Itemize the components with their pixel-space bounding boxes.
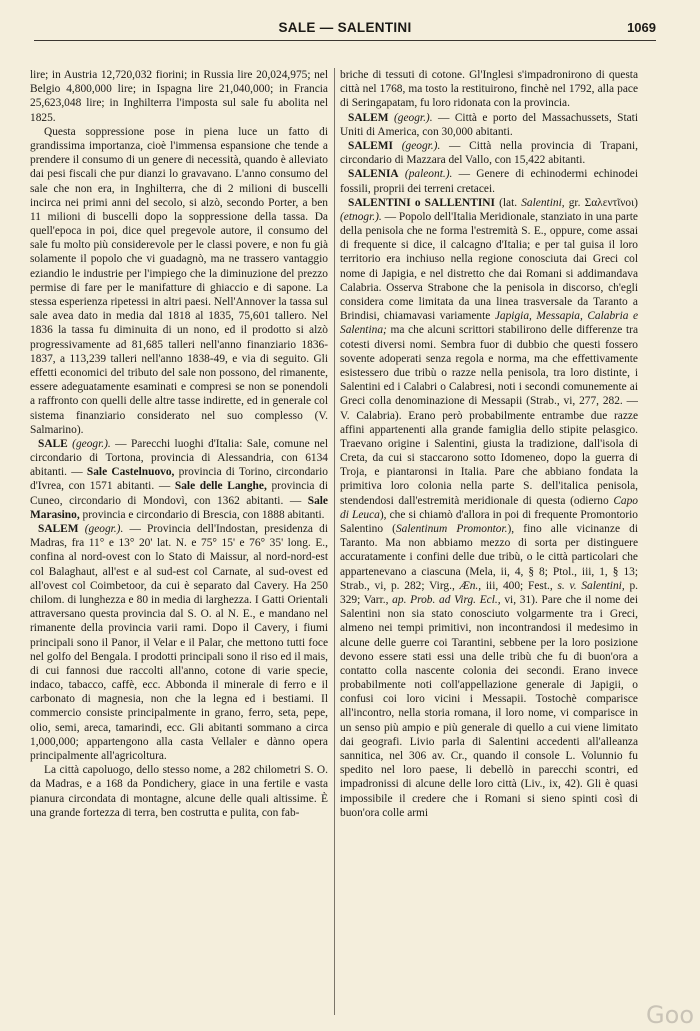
entry-salentini bbox=[340, 196, 638, 820]
entry-tag: (paleont.). bbox=[404, 168, 453, 181]
entry-text: — Città nella provincia di Trapani, circondario di Mazzara del Vallo, con 15,422 abitanti. bbox=[340, 139, 638, 167]
entry-tag: (geogr.). bbox=[84, 523, 124, 535]
entry-text: — Genere di echinodermi echinodei fossili, proprii dei terreni cretacei. bbox=[340, 168, 638, 195]
entry-text: provincia e circondario di Brescia, con 1888 abitanti. bbox=[79, 508, 325, 521]
entry-text: — Parecchi luoghi d'Italia: Sale, comune nel circondario di Tortona, provincia di Alessandria, con 6134 abitanti. — bbox=[30, 437, 328, 479]
running-title: SALE — SALENTINI bbox=[278, 20, 412, 35]
page-number: 1069 bbox=[627, 20, 656, 35]
entry-italic: Salentinum Promontor. bbox=[395, 523, 508, 535]
entry-salemi bbox=[340, 139, 638, 167]
watermark: Goo bbox=[646, 1001, 694, 1029]
entry-tag: (geogr.). bbox=[72, 437, 111, 450]
entry-term: SALEM bbox=[38, 523, 79, 535]
entry-term: SALE bbox=[38, 437, 68, 450]
entry-text: provincia di Cuneo, circondario di Mondovì, con 1362 abitanti. — bbox=[30, 480, 328, 507]
entry-text: p. 329; Varr., bbox=[340, 579, 638, 606]
entry-text: — Popolo dell'Italia Meridionale, stanziato in una parte della penisola che ne forma l'estremità S. E., oppure, come assai di frequente si dice, il calcagno d'Italia; e per tal guisa il loro territorio era inchiuso nella regione conosciuta dai Greci col nome di Japigia, e nel distretto che dai Romani si addimandava Calabria. Osserva Strabone che la penisola in discorso, ch'egli considera come limitata da una linea trasversale da Taranto a Brindisi, chiamavasi variamente bbox=[340, 210, 638, 323]
right-column bbox=[340, 68, 638, 1015]
entry-text: — Provincia dell'Indostan, presidenza di Madras, fra 11° e 13° 20' lat. N. e 75° 15' e 76° 35' long. E., confina al nord-ovest con lo Stato di Maissur, al nord-nord-est col Balaghaut, all'est e al sud-est col Carnate, al sud-ovest ed all'ovest col Coimbetoor, da cui è separato dal Cavery. Ha 250 chilom. di lunghezza e 80 in media di larghezza. I Gatti Orientali attraversano questa provincia dal S. O. al N. E., e mandano nel rimanente della provincia varii rami. Dopo il Cavery, i fiumi principali sono il Panor, il Velar e il Palar, che mettono tutti foce nel golfo del Bengala. I prodotti principali sono il riso ed il mais, di cui fannosi due raccolti all'anno, cotone di varie specie, indaco, tabacco, caffè, ecc. Abbonda il minerale di ferro e il carbonato di magnesia, non che la legna ed i bestiami. Il commercio consiste principalmente in grano, ferro, seta, pepe, olio, semi, areca, tamarindi, ecc. Gli abitanti sommano a circa 1,000,000; appartengono alla casta Vellaler e dànno opera principalmente all'agricoltura. bbox=[30, 523, 328, 762]
entry-text: vi, 31). Pare che il nome dei Salentini non sia stato conosciuto volgarmente tra i Greci, almeno nei tempi primitivi, non incontrandosi il medesimo in alcune delle guerre coi Tarantini, sebbene per la loro posizione devono essere stati essi una delle tribù che fu di buon'ora a contatto colla nascente colonia dei secondi. Erano invece probabilmente noti coll'appellazione generale di Japigii, o confusi coi loro vicini i Messapii. Tostochè comparisce all'incontro, nella storia romana, il loro nome, vi comparisce in un senso più ampio e più generale di quello a cui viene limitato dai geografi. Livio parla di Salentini accedenti all'alleanza sannitica, nel 306 av. Cr., quando il console L. Volunnio fu spedito nel loro paese, li debellò in parecchi scontri, ed impadronissi di alcune delle loro città (Liv., ix, 42). Gli è quasi impossibile il credere che i Romani si sieno spinti così di buon'ora colle armi bbox=[340, 593, 638, 819]
entry-subterm: Sale Castelnuovo, bbox=[86, 466, 175, 479]
entry-text: iii, 400; Fest., bbox=[481, 579, 558, 592]
paragraph-soppressione: Questa soppressione pose in piena luce un fatto di grandissima importanza, cioè l'immensa espansione che tende a prendere il consumo di un genere di necessità, quando è alleviato dai pesi fiscali che pur dianzi lo gravavano. L'anno consumo del sale che non era, in Inghilterra, che di 2 milioni di buscelli incirca nei primi anni del secolo, si alzò, secondo Porter, a ben 11 milioni di buscelli dopo la soppressione della tassa. Da quell'epoca in poi, dice quel pregevole autore, il consumo del sale fu molto più considerevole per le classi povere, e non fu già solamente il popolo che vi guadagnò, ma ne trassero vantaggio eziandio le industrie per l'impiego che la diminuzione del prezzo permise di fare per le manifatture di ghiaccio e di sapone. La stessa esperienza ripetessi in altri paesi. Nell'Annover la tassa sul sale avea dato in media dal 1818 al 1835, 75,601 tallero. Nel 1836 la tassa fu diminuita di un nono, ed il prodotto si alzò progressivamente ad 81,685 talleri nell'anno finanziario 1836-1837, a 113,239 talleri nell'anno 1838-49, e via di seguito. Gli effetti economici del tributo del sale non possono, del rimanente, essere adeguatamente esaminati e compresi se non se ponendoli a raffronto con quelli delle altre tasse indirette, ed in generale col sistema finanziario considerato nel suo complesso (V. Salmarino). bbox=[30, 125, 328, 436]
entry-italic: Capo di Leuca bbox=[340, 494, 638, 521]
left-column bbox=[30, 68, 328, 1015]
running-header bbox=[34, 14, 656, 44]
entry-italic: Japigia, Messapia, Calabria e Salentina; bbox=[340, 310, 638, 337]
entry-text: provincia di Torino, circondario d'Ivrea, con 1571 abitanti. — bbox=[30, 466, 328, 493]
entry-term: SALEMI bbox=[348, 139, 393, 152]
entry-tag: (etnogr.). bbox=[340, 210, 382, 223]
entry-text: — Città e porto del Massachussets, Stati Uniti di America, con 30,000 abitanti. bbox=[340, 111, 638, 138]
entry-latin: Salentini, bbox=[521, 196, 565, 209]
entry-text: (lat. bbox=[494, 196, 522, 209]
entry-term: SALENTINI o SALLENTINI bbox=[348, 196, 495, 209]
entry-text: ), che si chiamò d'allora in poi di frequente Promontorio Salentino ( bbox=[340, 508, 638, 535]
entry-text: gr. Σαλεντῖνοι) bbox=[564, 196, 638, 209]
entry-subterm: Sale Marasino, bbox=[30, 494, 328, 521]
paragraph-continuation: briche di tessuti di cotone. Gl'Inglesi s'impadronirono di questa città nel 1768, ma tosto la restituirono, finchè nel 1792, alla pace di Seringapatam, fu loro ridonata con la provincia. bbox=[340, 69, 638, 110]
entry-term: SALENIA bbox=[348, 168, 399, 181]
entry-tag: (geogr.). bbox=[401, 139, 441, 152]
entry-tag: (geogr.). bbox=[393, 111, 433, 124]
paragraph-continuation: lire; in Austria 12,720,032 fiorini; in Russia lire 20,024,975; nel Belgio 4,800,000 lire; in Ispagna lire 21,040,000; in Francia 25,623,048 lire; in Inghilterra l'imposta sul sale fu abolita nel 1825. bbox=[30, 69, 328, 124]
entry-sale bbox=[30, 437, 328, 522]
column-divider bbox=[334, 68, 335, 1015]
entry-subterm: Sale delle Langhe, bbox=[174, 480, 267, 493]
entry-text: ), fino alle vicinanze di Taranto. Ma non abbiamo mezzo di sorta per distinguere accuratamente i confini delle due tribù, o le città particolari che appartenevano a ciascuna (Mela, ii, 4, § 8; Ptol., iii, 1, § 13; Strab., vi, p. 282; Virg., bbox=[340, 523, 638, 592]
paragraph-citta: La città capoluogo, dello stesso nome, a 282 chilometri S. O. da Madras, e a 168 da Pondichery, giace in una fertile e vasta pianura circondata di montagne, alcune delle quali altissime. È una grande fortezza di terra, ben costrutta e pulita, con fab- bbox=[30, 764, 328, 819]
entry-term: SALEM bbox=[348, 111, 389, 124]
entry-italic: s. v. Salentini, bbox=[557, 579, 625, 592]
entry-salem-india bbox=[30, 522, 328, 763]
header-rule bbox=[34, 40, 656, 41]
entry-italic: ap. Prob. ad Virg. Ecl., bbox=[392, 593, 501, 606]
entry-italic: Æn., bbox=[459, 579, 482, 592]
entry-text: ma che alcuni scrittori stabilirono delle differenze tra cotesti diversi nomi. Sembra fuor di dubbio che questi fossero sovente adoperati senza regola e norma, ma che effettivamente esistessero due tribù o razze nella penisola, tra loro distinte, i Salentini ed i Calabri o Calabresi, noti i secondi comunemente ai Greci colla denominazione di Messapii (Strab., vi, 277, 282. — V. Calabria). Erano però probabilmente entrambe due razze affini appartenenti alla grande famiglia dello stipite pelasgico. Traevano origine i Salentini, giusta la tradizione, dall'isola di Creta, da cui si staccarono sotto Idomeneo, dopo la guerra di Troja, e piantaronsi in Italia. Pare che abbiano fondata la primitiva loro colonia nella parte S. dell'italica penisola, stendendosi dall'estremità meridionale di questa (odierno bbox=[340, 324, 638, 507]
entry-salenia bbox=[340, 167, 638, 195]
entry-salem-usa bbox=[340, 111, 638, 139]
